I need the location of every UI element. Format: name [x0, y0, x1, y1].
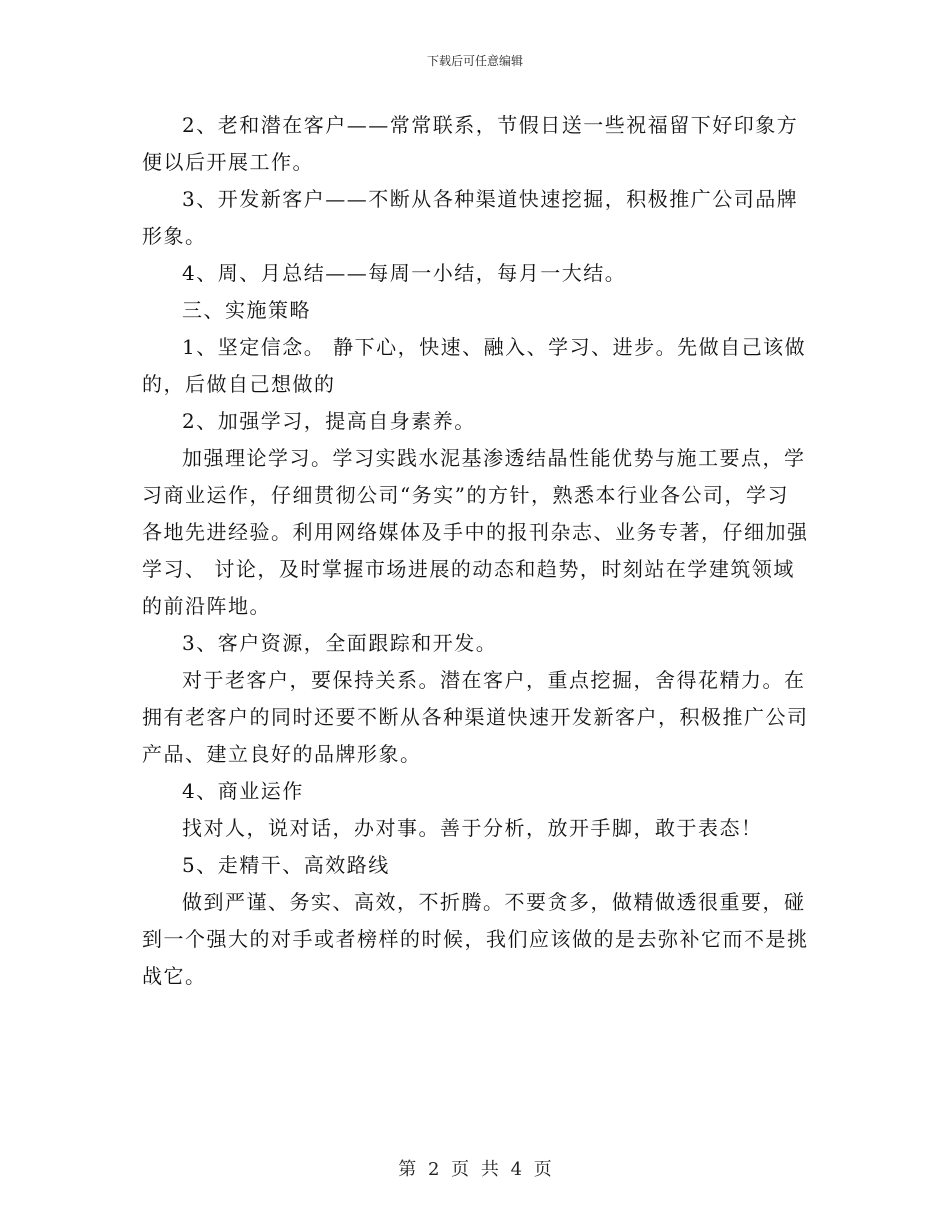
document-body: [142, 107, 810, 995]
paragraph: 对于老客户，要保持关系。潜在客户，重点挖掘，舍得花精力。在拥有老客户的同时还要不断从各种渠道快速开发新客户，积极推广公司产品、建立良好的品牌形象。: [142, 668, 809, 766]
page-header: 下载后可任意编辑: [426, 54, 523, 68]
paragraph: 3、客户资源，全面跟踪和开发。: [182, 631, 498, 655]
paragraph: 加强理论学习。学习实践水泥基渗透结晶性能优势与施工要点，学习商业运作，仔细贯彻公司“务实”的方针，熟悉本行业各公司，学习各地先进经验。利用网络媒体及手中的报刊杂志、业务专著，仔细加强学习、 讨论，及时掌握市场进展的动态和趋势，时刻站在学建筑领域的前沿阵地。: [142, 446, 809, 618]
paragraph: 4、周、月总结——每周一小结，每月一大结。: [182, 261, 627, 285]
paragraph: 1、坚定信念。 静下心，快速、融入、学习、进步。先做自己该做的，后做自己想做的: [142, 335, 807, 396]
paragraph: 4、商业运作: [182, 779, 304, 803]
paragraph: 3、开发新客户——不断从各种渠道快速挖掘，积极推广公司品牌形象。: [142, 187, 799, 248]
paragraph: 2、加强学习，提高自身素养。: [182, 409, 476, 433]
paragraph: 5、走精干、高效路线: [182, 853, 390, 877]
paragraph: 2、老和潜在客户——常常联系，节假日送一些祝福留下好印象方便以后开展工作。: [142, 113, 799, 174]
page-number: 第 2 页 共 4 页: [398, 1159, 552, 1180]
section-heading: 三、实施策略: [182, 298, 311, 322]
paragraph: 找对人，说对话，办对事。善于分析，放开手脚，敢于表态！: [182, 816, 763, 840]
paragraph: 做到严谨、务实、高效，不折腾。不要贪多，做精做透很重要，碰到一个强大的对手或者榜样的时候，我们应该做的是去弥补它而不是挑战它。: [142, 890, 809, 988]
